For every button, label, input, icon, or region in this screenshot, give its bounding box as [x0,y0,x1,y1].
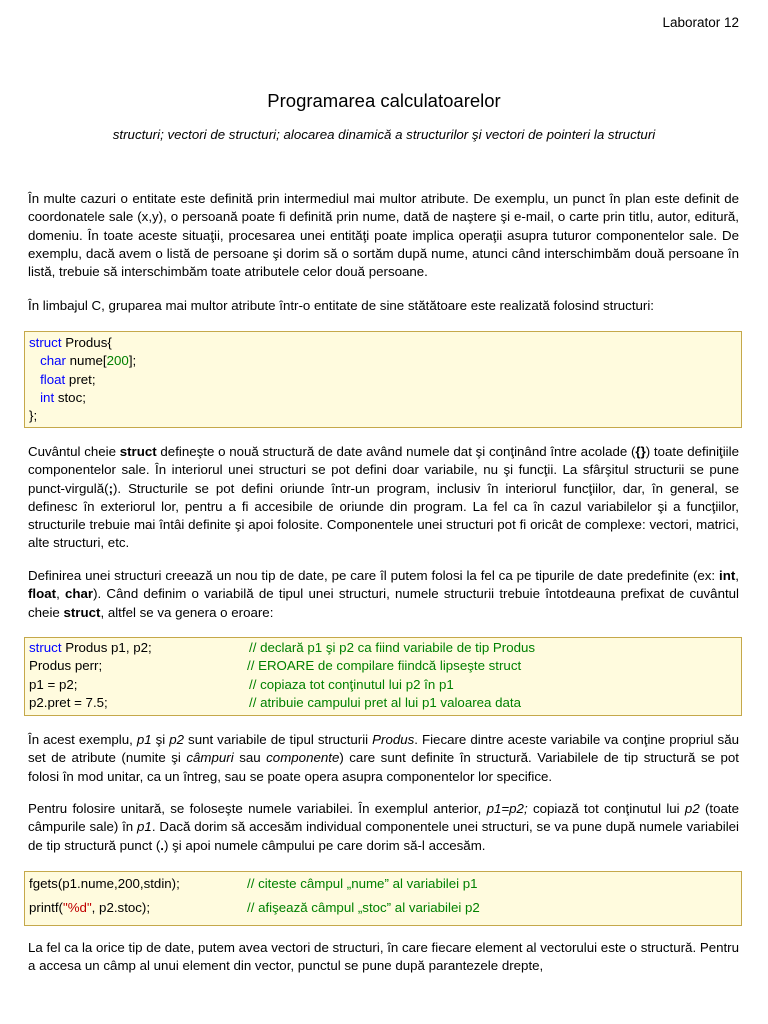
page-title: Programarea calculatoarelor [267,90,501,111]
lab-label: Laborator 12 [662,15,739,30]
code-line: float pret; [40,371,96,387]
code-line: }; [29,408,38,424]
structuri-intro-paragraph: În limbajul C, gruparea mai multor atribute într-o entitate de sine stătătoare este realizată folosind structuri: [28,298,654,313]
code-block-field-access [24,871,742,926]
code-block-variable-declarations [24,637,742,716]
code-block-struct-definition [24,331,742,428]
struct-vectors-paragraph: La fel ca la orice tip de date, putem avea vectori de structuri, în care fiecare element al vectorului este o structură. Pentru a accesa un câmp al unui element din vector, punctul se pune după parantezele drepte, [28,940,740,974]
code-line: char nume[200]; [40,353,137,369]
field-access-paragraph: Pentru folosire unitară, se foloseşte numele variabilei. În exemplul anterior, p1=p2; copiază tot conţinutul lui p2 (toate câmpurile sale) în p1. Dacă dorim să accesăm individual componentele unei structuri, se va pune după numele variabilei de tip structură punct (.) şi apoi numele câmpului pe care dorim să-l accesăm. [28,801,740,853]
code-line: struct Produs p1, p2; // declară p1 şi p2 ca fiind variabile de tip Produs [29,640,536,655]
example-paragraph: În acest exemplu, p1 şi p2 sunt variabile de tipul structurii Produs. Fiecare dintre aceste variabile va conţine propriul său set de atribute (numite şi câmpuri sau componente) care sunt definite în structură. Variabilele de tip structură se pot folosi în mod unitar, ca un întreg, sau se poate opera asupra componentelor lor specifice. [28,732,739,784]
code-line: p1 = p2; // copiaza tot conţinutul lui p2 în p1 [29,676,454,692]
code-line: int stoc; [40,389,86,405]
intro-paragraph: În multe cazuri o entitate este definită prin intermediul mai multor atribute. De exemplu, un punct în plan este definit de coordonatele sale (x,y), o persoană poate fi definită prin nume, dată de naştere şi e-mail, o carte prin titlu, autor, editură, domeniu. În toate aceste situaţii, procesarea unei entităţi poate implica operaţii asupra tuturor componentelor sale. De exemplu, dacă avem o listă de persoane şi dorim să o sortăm după nume, atunci când interschimbăm două persoane în listă, trebuie să interschimbăm toate atributele celor două persoane. [28,191,739,280]
code-line: printf("%d", p2.stoc); // afişează câmpul „stoc” al variabilei p2 [29,900,480,915]
code-line: Produs perr; // EROARE de compilare fiindcă lipseşte struct [29,658,522,674]
code-line: fgets(p1.nume,200,stdin); // citeste câmpul „nume” al variabilei p1 [29,876,478,891]
code-line: p2.pret = 7.5; // atribuie campului pret al lui p1 valoarea data [29,694,522,710]
code-line: struct Produs{ [29,335,112,350]
struct-keyword-paragraph: Cuvântul cheie struct defineşte o nouă structură de date având numele dat şi conţinând între acolade ({}) toate definiţiile componentelor sale. În interiorul unei structuri se pot defini doar variabile, nu şi funcţii. La sfârşitul structurii se pune punct-virgulă(;). Structurile se pot defini oriunde într-un program, inclusiv în interiorul funcţiilor, dar, în general, se definesc în exteriorul lor, pentru a fi accesibile de oriunde din program. La fel ca în cazul variabilelor şi a funcţiilor, structurile trebuie mai întâi definite şi apoi folosite. Componentele unei structuri pot fi oricât de complexe: vectori, matrici, alte structuri, etc. [28,444,739,551]
page-subtitle: structuri; vectori de structuri; alocarea dinamică a structurilor şi vectori de pointeri la structuri [112,127,656,142]
new-type-paragraph: Definirea unei structuri creează un nou tip de date, pe care îl putem folosi la fel ca pe tipurile de date predefinite (ex: int, float, char). Când definim o variabilă de tipul unei structuri, numele structurii trebuie întotdeauna prefixat de cuvântul cheie struct, altfel se va genera o eroare: [28,568,740,620]
